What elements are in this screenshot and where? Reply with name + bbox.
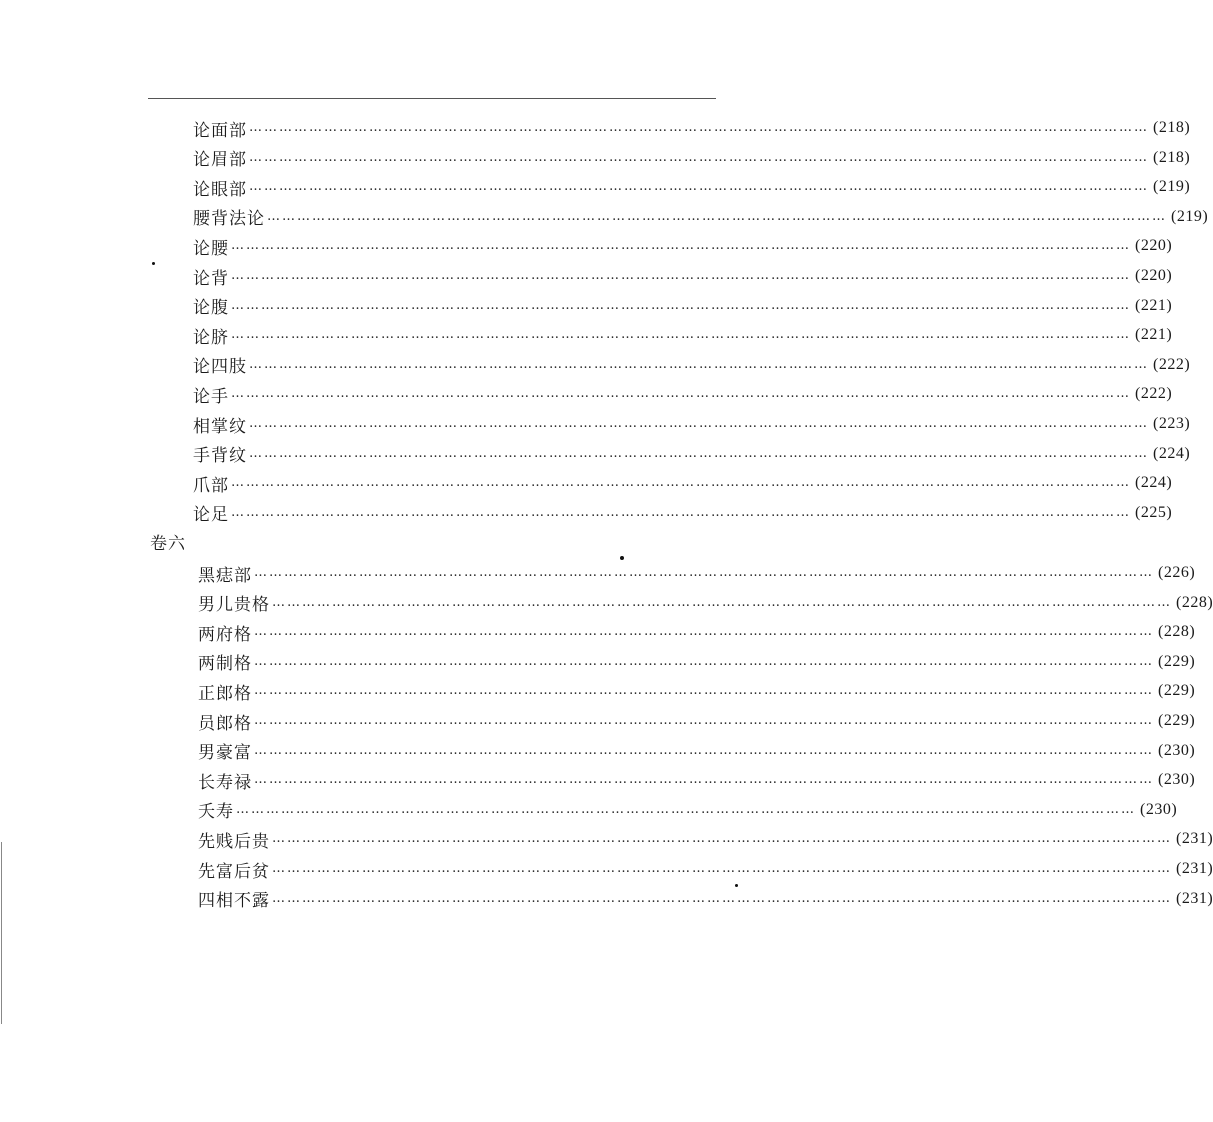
dot-leader: ……………………………………………………………………………………………………………………………………………………………… (231, 475, 1131, 491)
toc-entry (193, 409, 1191, 439)
toc-entry-page: (230) (1158, 741, 1196, 759)
toc-entry-title: 男儿贵格 (198, 595, 270, 616)
toc-entry (198, 617, 1196, 647)
toc-entry-page: (228) (1176, 593, 1213, 611)
toc-entry-title: 黑痣部 (198, 565, 252, 586)
toc-entry-title: 男豪富 (198, 743, 252, 764)
toc-entry-page: (222) (1153, 355, 1191, 373)
toc-entry-page: (225) (1135, 503, 1173, 521)
toc-entry-title: 正郎格 (198, 683, 252, 704)
toc-entry-page: (231) (1176, 889, 1213, 907)
toc-entry-title: 两制格 (198, 654, 252, 675)
toc-entry-title: 相掌纹 (193, 416, 247, 437)
toc-entry-page: (226) (1158, 564, 1196, 581)
toc-entry (193, 291, 1173, 321)
section-heading: 卷六 (150, 534, 186, 554)
toc-entry (198, 676, 1196, 706)
toc-entry (193, 143, 1191, 173)
toc-entry (193, 439, 1191, 469)
toc-entry-page: (228) (1158, 623, 1196, 641)
toc-entry-page: (231) (1176, 830, 1213, 848)
dot-leader: ……………………………………………………………………………………………………………………………………………………………… (254, 772, 1154, 788)
dot-leader: ……………………………………………………………………………………………………………………………………………………………… (231, 327, 1131, 343)
toc-entry-title: 论眉部 (193, 150, 247, 171)
dot-leader: ……………………………………………………………………………………………………………………………………………………………… (236, 801, 1136, 817)
toc-entry-title: 手背纹 (193, 446, 247, 467)
toc-entry (198, 706, 1196, 736)
dot-leader: ……………………………………………………………………………………………………………………………………………………………… (254, 653, 1154, 669)
dot-leader: ……………………………………………………………………………………………………………………………………………………………… (249, 149, 1149, 165)
toc-entry-title: 两府格 (198, 624, 252, 645)
toc-entry-page: (229) (1158, 682, 1196, 700)
dot-leader: ……………………………………………………………………………………………………………………………………………………………… (231, 386, 1131, 402)
toc-entry-title: 论腰 (193, 238, 229, 259)
toc-entry (193, 498, 1173, 528)
toc-entry (193, 320, 1173, 350)
dot-leader: ……………………………………………………………………………………………………………………………………………………………… (254, 624, 1154, 640)
toc-entry-title: 长寿禄 (198, 772, 252, 793)
toc-entry-title: 腰背法论 (193, 209, 265, 230)
dot-leader: ……………………………………………………………………………………………………………………………………………………………… (272, 861, 1172, 876)
dot-leader: ……………………………………………………………………………………………………………………………………………………………… (272, 594, 1172, 610)
dot-leader: ……………………………………………………………………………………………………………………………………………………………… (267, 208, 1167, 224)
toc-entry (198, 736, 1196, 766)
toc-entry-page: (218) (1153, 119, 1191, 136)
dot-leader: ……………………………………………………………………………………………………………………………………………………………… (254, 713, 1154, 728)
toc-entry-title: 夭寿 (198, 802, 234, 823)
dot-leader: ……………………………………………………………………………………………………………………………………………………………… (249, 416, 1149, 431)
toc-entry-page: (221) (1135, 326, 1173, 344)
toc-entry-page: (219) (1171, 207, 1209, 225)
toc-entry-title: 论四肢 (193, 357, 247, 378)
dot-leader: ……………………………………………………………………………………………………………………………………………………………… (231, 238, 1131, 254)
toc-entry (198, 824, 1213, 854)
dot-leader: ……………………………………………………………………………………………………………………………………………………………… (231, 297, 1131, 313)
toc-entry (198, 558, 1196, 588)
toc-entry-page: (229) (1158, 712, 1196, 729)
toc-entry-title: 论脐 (193, 327, 229, 348)
toc-entry (193, 468, 1173, 498)
toc-entry-title: 论背 (193, 268, 229, 289)
toc-entry (198, 795, 1178, 825)
toc-entry-title: 四相不露 (198, 891, 270, 912)
toc-entry-page: (220) (1135, 267, 1173, 284)
toc-entry (198, 765, 1196, 795)
toc-entry-page: (224) (1153, 444, 1191, 462)
toc-entry-page: (222) (1135, 385, 1173, 403)
toc-entry-page: (220) (1135, 237, 1173, 255)
toc-entry-title: 论足 (193, 505, 229, 526)
toc-entry-page: (230) (1158, 771, 1196, 789)
toc-entry-page: (221) (1135, 296, 1173, 314)
toc-entry-page: (223) (1153, 415, 1191, 432)
toc-entry (193, 113, 1191, 143)
toc-entry (193, 231, 1173, 261)
toc-entry (198, 884, 1213, 914)
dot-leader: ……………………………………………………………………………………………………………………………………………………………… (254, 565, 1154, 580)
toc-entry (193, 379, 1173, 409)
toc-entry-page: (218) (1153, 148, 1191, 166)
toc-entry (198, 588, 1213, 618)
toc-entry-title: 论眼部 (193, 179, 247, 200)
toc-entry-title: 论面部 (193, 120, 247, 141)
toc-entry-title: 先富后贫 (198, 861, 270, 882)
toc-entry (193, 202, 1209, 232)
dot-leader: ……………………………………………………………………………………………………………………………………………………………… (231, 268, 1131, 283)
toc-entry-title: 先贱后贵 (198, 831, 270, 852)
dot-leader: ……………………………………………………………………………………………………………………………………………………………… (272, 890, 1172, 906)
toc-entry-page: (224) (1135, 474, 1173, 492)
toc-entry (193, 172, 1191, 202)
toc-entry-page: (219) (1153, 178, 1191, 196)
toc-entry-page: (229) (1158, 652, 1196, 670)
toc-entry-title: 员郎格 (198, 713, 252, 734)
dot-leader: ……………………………………………………………………………………………………………………………………………………………… (249, 120, 1149, 135)
toc-entry (193, 261, 1173, 291)
dot-leader: ……………………………………………………………………………………………………………………………………………………………… (254, 742, 1154, 758)
dot-leader: ……………………………………………………………………………………………………………………………………………………………… (231, 504, 1131, 520)
dot-leader: ……………………………………………………………………………………………………………………………………………………………… (272, 831, 1172, 847)
dot-leader: ……………………………………………………………………………………………………………………………………………………………… (254, 683, 1154, 699)
dot-leader: ……………………………………………………………………………………………………………………………………………………………… (249, 356, 1149, 372)
toc-entry-title: 论腹 (193, 298, 229, 319)
toc-entry-page: (231) (1176, 860, 1213, 877)
dot-leader: ……………………………………………………………………………………………………………………………………………………………… (249, 445, 1149, 461)
toc-entry-title: 爪部 (193, 475, 229, 496)
toc-entry (198, 647, 1196, 677)
toc-entry (193, 350, 1191, 380)
toc-entry-title: 论手 (193, 386, 229, 407)
dot-leader: ……………………………………………………………………………………………………………………………………………………………… (249, 179, 1149, 195)
toc-entry (198, 854, 1213, 884)
toc-entry-page: (230) (1140, 800, 1178, 818)
